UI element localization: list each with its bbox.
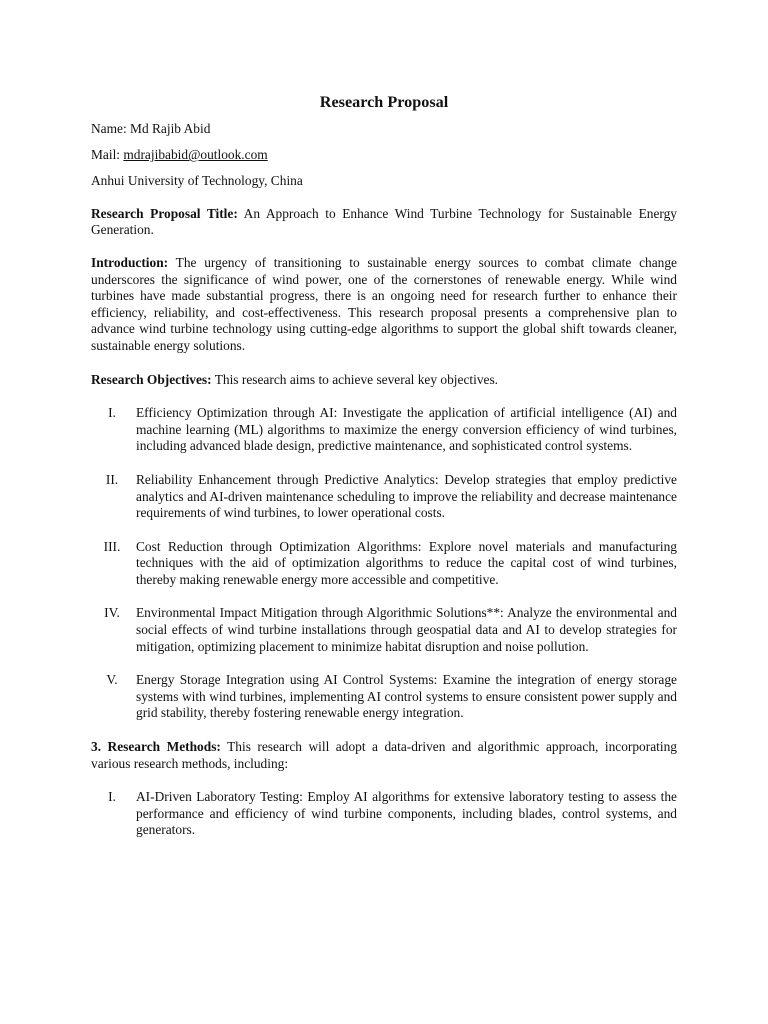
list-item-text: AI-Driven Laboratory Testing: Employ AI algorithms for extensive laboratory testing to assess the performance and efficiency of wind turbine components, including blades, control systems, and generators. [136, 789, 677, 838]
list-item-text: Environmental Impact Mitigation through Algorithmic Solutions**: Analyze the environmental and social effects of wind turbine installations through geospatial data and AI to develop strategies for mitigation, optimizing placement to minimize habitat disruption and noise pollution. [136, 605, 677, 654]
list-item [91, 472, 677, 522]
list-item [91, 405, 677, 455]
list-item [91, 605, 677, 655]
list-numeral: V. [106, 672, 118, 688]
list-item [91, 539, 677, 589]
list-item-text: Reliability Enhancement through Predictive Analytics: Develop strategies that employ predictive analytics and AI-driven maintenance scheduling to improve the reliability and decrease maintenance requirements of wind turbines, to lower operational costs. [136, 471, 677, 521]
proposal-title-label: Research Proposal Title: [91, 205, 238, 221]
mail-label: Mail: [91, 147, 124, 163]
email-link[interactable]: mdrajibabid@outlook.com [123, 147, 268, 163]
list-numeral: II. [105, 471, 119, 487]
introduction-paragraph [91, 255, 677, 355]
list-item-text: Energy Storage Integration using AI Control Systems: Examine the integration of energy storage systems with wind turbines, implementing AI control systems to ensure consistent power supply and grid stability, thereby fostering renewable energy integration. [136, 672, 677, 721]
introduction-text: The urgency of transitioning to sustainable energy sources to combat climate change underscores the significance of wind power, one of the cornerstones of renewable energy. While wind turbines have made substantial progress, there is an ongoing need for research further to enhance their efficiency, reliability, and cost-effectiveness. This research proposal presents a comprehensive plan to advance wind turbine technology using cutting-edge algorithms to support the global shift towards cleaner, sustainable energy solutions. [91, 254, 677, 353]
proposal-title-text: An Approach to Enhance Wind Turbine Technology for Sustainable Energy Generation. [91, 205, 677, 238]
objectives-label: Research Objectives: [91, 371, 212, 387]
proposal-title-paragraph [91, 206, 677, 239]
document-page [91, 92, 677, 839]
methods-list [91, 789, 677, 839]
methods-label: 3. Research Methods: [91, 739, 221, 755]
list-numeral: IV. [104, 605, 120, 621]
list-numeral: III. [103, 538, 121, 554]
introduction-label: Introduction: [91, 254, 169, 270]
author-name: Name: Md Rajib Abid [91, 121, 211, 136]
list-item-text: Efficiency Optimization through AI: Investigate the application of artificial intelligence (AI) and machine learning (ML) algorithms to maximize the energy conversion efficiency of wind turbines, including advanced blade design, predictive maintenance, and sophisticated control systems. [136, 405, 677, 454]
objectives-paragraph [91, 372, 677, 389]
methods-paragraph [91, 739, 677, 772]
objectives-list [91, 405, 677, 722]
methods-text: This research will adopt a data-driven and algorithmic approach, incorporating various research methods, including: [91, 739, 677, 771]
list-item-text: Cost Reduction through Optimization Algorithms: Explore novel materials and manufacturing techniques with the aid of optimization algorithms to reduce the capital cost of wind turbines, thereby making renewable energy more accessible and competitive. [136, 538, 677, 587]
list-item [91, 789, 677, 839]
objectives-text: This research aims to achieve several key objectives. [211, 371, 499, 387]
list-numeral: I. [108, 789, 116, 805]
author-mail-line [91, 147, 677, 164]
list-numeral: I. [108, 405, 116, 421]
author-affiliation: Anhui University of Technology, China [91, 173, 303, 189]
list-item [91, 672, 677, 722]
document-title: Research Proposal [319, 93, 449, 111]
